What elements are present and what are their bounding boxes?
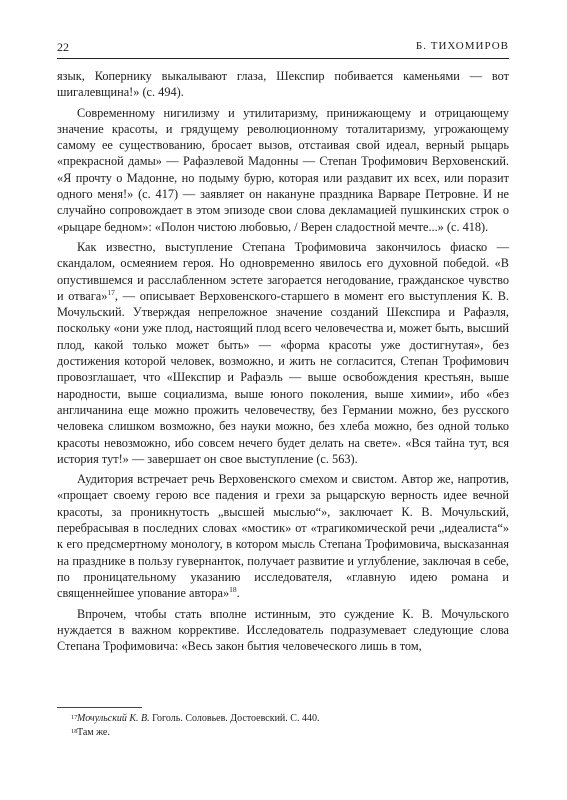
paragraph-2: Современному нигилизму и утилитаризму, принижающему и отрицающему значение красоты, и грядущему революционному тоталитаризму, угрожающему самому ее существованию, бросает вызов, отстаивая свой идеал, верный рыцарь «прекрасной дамы» — Рафаэлевой Мадонны — Степан Трофимович Верховенский. «Я прочту о Мадонне, но подыму бурю, которая или раздавит их всех, или поразит одного меня!» (с. 417) — заявляет он накануне праздника Варваре Петровне. И не случайно сопровождает в этом эпизоде свои слова декламацией пушкинских строк о «рыцаре бедном»: «Полон чистою любовью, / Верен сладостной мечте...» (с. 418). <box>57 105 509 234</box>
footnote-rule <box>57 707 142 708</box>
footnote-text: Гоголь. Соловьев. Достоевский. С. 440. <box>149 713 320 724</box>
paragraph-4-part-a: Аудитория встречает речь Верховенского смехом и свистом. Автор же, напротив, «прощает своему герою все падения и грехи за рыцарскую верность идее вечной красоты, за проникнутость „высшей мыслью“», заключает К. В. Мочульский, перебрасывая в последних словах «мостик» от «трагикомической речи „идеалиста“» к его предсмертному монологу, в котором мысль Степана Трофимовича, высказанная на празднике в пользу гувернанток, получает развитие и углубление, заключая в себе, по проницательному указанию исследователя, «главную идею романа и священнейшее упование автора» <box>57 472 509 601</box>
paragraph-3-part-a: Как известно, выступление Степана Трофимовича закончилось фиаско — скандалом, осмеянием героя. Но одновременно явилось его духовной победой. «В опустившемся и расслабленном эстете загорается негодование, гражданское чувство и отвага» <box>57 239 509 303</box>
footnote-ref-17[interactable]: 17 <box>107 287 115 297</box>
paragraph-3-part-b: , — описывает Верховенского-старшего в момент его выступления К. В. Мочульский. Утверждая непреложное значение созданий Шекспира и Рафаэля, поскольку «они уже плод, настоящий плод всего человечества и, может быть, высший плод, какой только может быть» — «форма красоты уже достигнутая», без достижения которой человек, возможно, и жить не согласится, Степан Трофимович провозглашает, что «Шекспир и Рафаэль — выше освобождения крестьян, выше народности, выше социализма, выше юного поколения, выше химии», ибо «без англичанина еще можно прожить человечеству, без Германии можно, без русского человека слишком возможно, без науки можно, без хлеба можно, без одной только красоты невозможно, ибо совсем нечего будет делать на свете». «Вся тайна тут, вся история тут!» — завершает он свое выступление (с. 563). <box>57 288 509 466</box>
paragraph-1: язык, Копернику выкалывают глаза, Шекспир побивается каменьями — вот шигалевщина!» (с. 494). <box>57 69 509 100</box>
paragraph-4 <box>57 471 509 601</box>
header-rule <box>57 58 509 59</box>
running-title: Б. ТИХОМИРОВ <box>415 40 509 52</box>
page-number: 22 <box>57 40 69 54</box>
paragraph-5: Впрочем, чтобы стать вполне истинным, это суждение К. В. Мочульского нуждается в важном коррективе. Исследователь подразумевает следующие слова Степана Трофимовича: «Весь закон бытия человеческого лишь в том, <box>57 606 509 654</box>
paragraph-3 <box>57 239 509 467</box>
footnote-ref-18[interactable]: 18 <box>229 585 237 595</box>
footnote-number: 17 <box>71 714 78 721</box>
body-text <box>57 68 509 658</box>
page-header <box>57 40 509 56</box>
footnote-text: Там же. <box>77 726 110 738</box>
footnote-author: Мочульский К. В. <box>77 713 150 724</box>
footnotes <box>57 712 509 739</box>
footnote-number: 18 <box>71 727 78 735</box>
footnote-17 <box>57 712 509 726</box>
footnote-18 <box>57 726 509 740</box>
paragraph-4-part-b: . <box>236 586 240 601</box>
